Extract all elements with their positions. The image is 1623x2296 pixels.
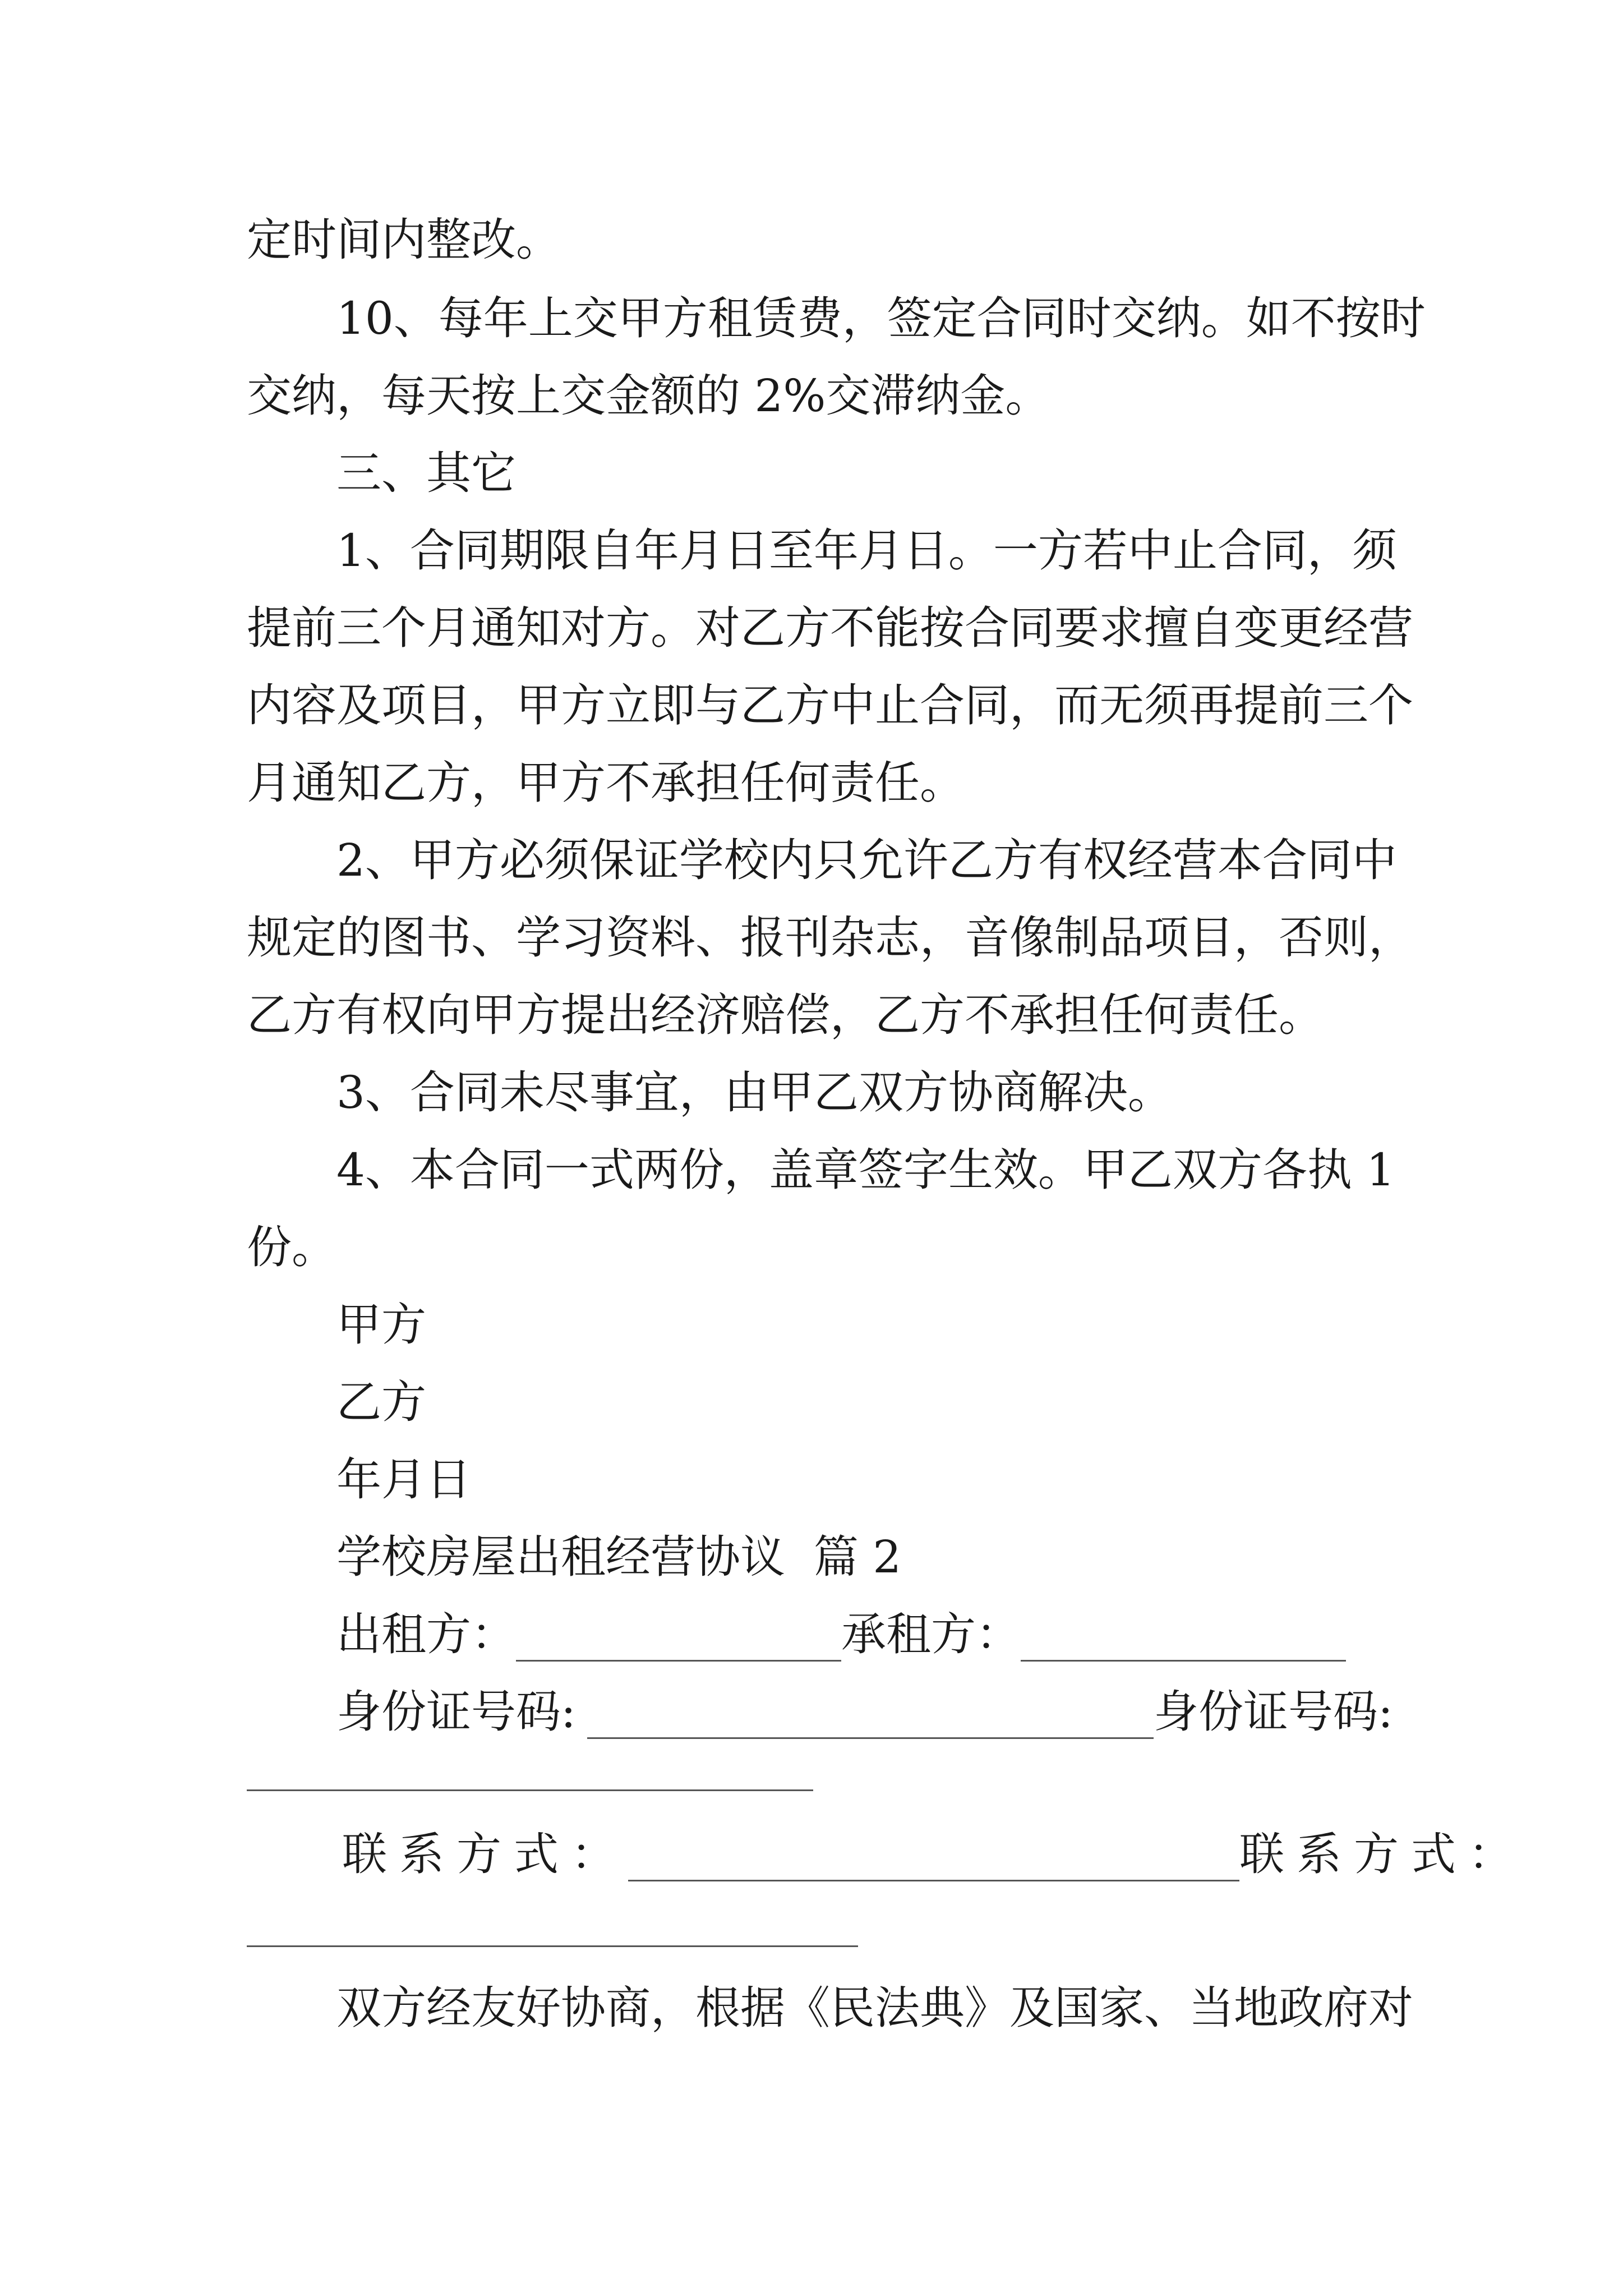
id-number-label-lessee: 身份证号码: — [1153, 1686, 1393, 1738]
text-line: 定时间内整改。 — [247, 214, 561, 266]
text-line: 提前三个月通知对方。对乙方不能按合同要求擅自变更经营 — [247, 602, 1413, 654]
lessor-label: 出租方： — [336, 1608, 516, 1660]
contact-label-lessee: 联系方式： — [1239, 1828, 1525, 1880]
signature-party-a: 甲方 — [336, 1299, 426, 1351]
lessee-label: 承租方： — [841, 1608, 1021, 1660]
text-line: 1、合同期限自年月日至年月日。一方若中止合同，须 — [336, 524, 1397, 577]
id-number-row — [336, 1685, 1393, 1739]
id-number-field-lessor[interactable] — [587, 1701, 1154, 1739]
text-line: 规定的图书、学习资料、报刊杂志，音像制品项目，否则， — [247, 912, 1413, 964]
signature-date: 年月日 — [336, 1453, 471, 1506]
text-line: 3、合同未尽事宜，由甲乙双方协商解决。 — [336, 1066, 1173, 1119]
contact-field-lessee[interactable] — [247, 1945, 858, 1947]
contact-label-lessor: 联系方式： — [342, 1828, 628, 1880]
text-line: 乙方有权向甲方提出经济赔偿，乙方不承担任何责任。 — [247, 989, 1324, 1041]
text-line: 4、本合同一式两份，盖章签字生效。甲乙双方各执 1 — [336, 1144, 1395, 1196]
id-number-field-lessee[interactable] — [247, 1789, 813, 1791]
contact-field-lessor[interactable] — [628, 1844, 1239, 1881]
text-line: 双方经友好协商，根据《民法典》及国家、当地政府对 — [336, 1982, 1413, 2034]
agreement-title: 学校房屋出租经营协议 篇 2 — [336, 1531, 902, 1583]
text-line: 内容及项目，甲方立即与乙方中止合同，而无须再提前三个 — [247, 679, 1413, 731]
text-line: 月通知乙方，甲方不承担任何责任。 — [247, 757, 965, 809]
section-heading: 三、其它 — [336, 447, 516, 499]
signature-party-b: 乙方 — [336, 1376, 426, 1428]
lessee-field[interactable] — [1021, 1624, 1346, 1662]
text-line: 10、每年上交甲方租赁费，签定合同时交纳。如不按时 — [336, 292, 1426, 344]
text-line: 交纳，每天按上交金额的 2%交滞纳金。 — [247, 370, 1050, 422]
text-line: 2、甲方必须保证学校内只允许乙方有权经营本合同中 — [336, 834, 1397, 886]
contact-row — [342, 1828, 1525, 1881]
text-line: 份。 — [247, 1221, 336, 1273]
lessor-lessee-row — [336, 1608, 1346, 1662]
id-number-label-lessor: 身份证号码: — [336, 1686, 576, 1738]
lessor-field[interactable] — [516, 1624, 841, 1662]
